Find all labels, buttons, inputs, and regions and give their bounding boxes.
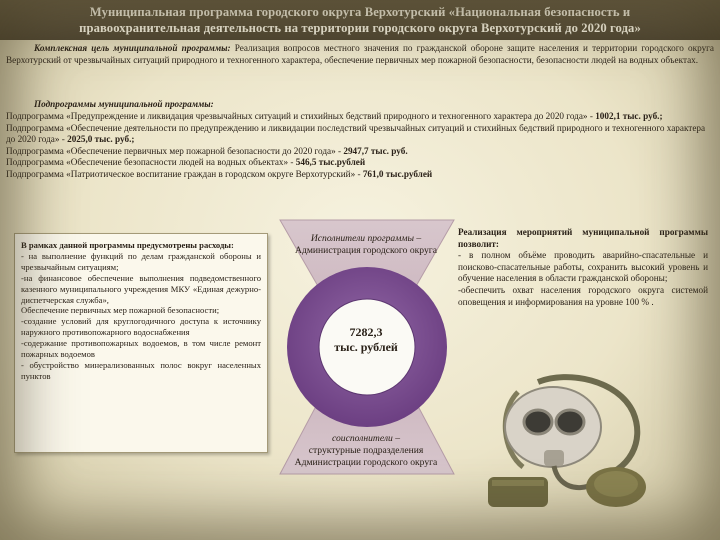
co-executors-text: структурные подразделения Администрации городского округа	[294, 445, 438, 468]
result-line: -обеспечить охват населения городского округа системой оповещения и информирования на уровне 100 % .	[458, 284, 708, 307]
program-goal	[6, 43, 714, 66]
subprogram-item: Подпрограмма «Обеспечение деятельности по предупреждению и ликвидации последствий чрезвычайных ситуаций и стихийных бедствий природного и техногенного характера до 2020 года» - 2025,0 тыс. руб.;	[6, 122, 706, 145]
page-title	[0, 0, 720, 40]
expense-line: - на выполнение функций по делам гражданской обороны и чрезвычайным ситуациям;	[21, 250, 261, 272]
gas-mask-image	[478, 372, 658, 514]
expense-line: -на финансовое обеспечение выполнения подведомственного казенного муниципального учреждения МКУ «Единая дежурно-диспетчерская служба»,	[21, 272, 261, 305]
goal-text: Реализация вопросов местного значения по гражданской обороне защите населения и территории городского округа Верхотурский от чрезвычайных ситуаций природного и техногенного характера, обеспечение первичных мер пожарной безопасности, безопасности людей на водных объектах.	[6, 43, 715, 65]
subprogram-sum: 2025,0 тыс. руб.;	[67, 134, 135, 145]
subprogram-sum: 2947,7 тыс. руб.	[343, 145, 408, 156]
expense-line: -содержание противопожарных водоемов, в том числе ремонт пожарных водоемов	[21, 338, 261, 360]
expense-line: Обеспечение первичных мер пожарной безопасности;	[21, 305, 220, 316]
budget-unit: тыс. рублей	[334, 340, 398, 354]
executors-label	[282, 233, 450, 257]
goal-label: Комплексная цель муниципальной программы:	[34, 43, 231, 53]
expenses-heading: В рамках данной программы предусмотрены расходы:	[21, 240, 234, 250]
title-line-2: правоохранительная деятельность на территории городского округа Верхотурский до 2020 года»	[79, 21, 641, 35]
subprogram-sum: 761,0 тыс.рублей	[362, 168, 433, 179]
results-text	[458, 227, 708, 308]
subprogram-item: Подпрограмма «Обеспечение безопасности людей на водных объектах» - 546,5 тыс.рублей	[6, 157, 366, 168]
co-executors-heading: соисполнители –	[331, 433, 401, 444]
title-line-1: Муниципальная программа городского округа Верхотурский «Национальная безопасность и	[89, 5, 631, 19]
result-line: - в полном объёме проводить аварийно-спасательные и поисково-спасательные работы, сохранить высокий уровень и обучение населения в области гражданской обороны;	[458, 250, 708, 284]
budget-amount: 7282,3	[349, 325, 383, 339]
expense-line: - обустройство минерализованных полос вокруг населенных пунктов	[21, 359, 261, 381]
subprogram-item: Подпрограмма «Обеспечение первичных мер пожарной безопасности до 2020 года» - 2947,7 тыс. руб.	[6, 145, 408, 156]
executors-heading: Исполнители программы –	[310, 233, 422, 244]
subprogram-sum: 546,5 тыс.рублей	[295, 157, 366, 168]
executors-text: Администрация городского округа	[295, 245, 437, 256]
total-budget	[306, 325, 426, 355]
expense-line: -создание условий для круглогодичного доступа к источнику наружного противопожарного водоснабжения	[21, 316, 261, 338]
subprogram-item: Подпрограмма «Предупреждение и ликвидация чрезвычайных ситуаций и стихийных бедствий природного и техногенного характера до 2020 года» - 1002,1 тыс. руб.;	[6, 111, 663, 121]
results-heading: Реализация мероприятий муниципальной программы позволит:	[458, 227, 708, 249]
expenses-box	[14, 233, 268, 453]
co-executors-label	[282, 433, 450, 469]
subprogram-item: Подпрограмма «Патриотическое воспитание граждан в городском округе Верхотурский» - 761,0 тыс.рублей	[6, 168, 433, 179]
subprogram-sum: 1002,1 тыс. руб.;	[595, 111, 663, 121]
subprograms-heading: Подпрограммы муниципальной программы:	[34, 99, 214, 109]
subprograms-list	[6, 111, 714, 181]
